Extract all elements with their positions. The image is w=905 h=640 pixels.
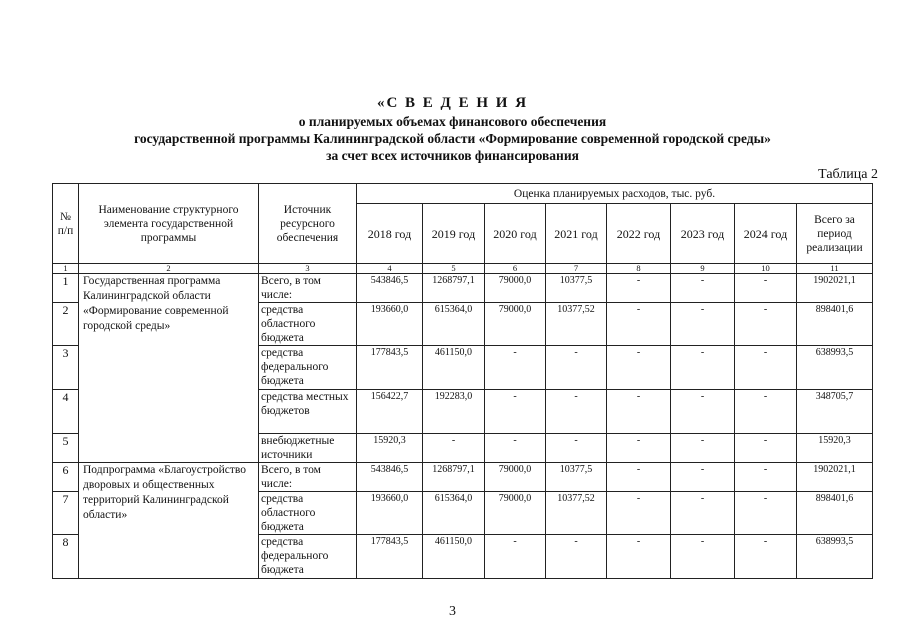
value-cell: - bbox=[423, 434, 485, 463]
value-cell: 1268797,1 bbox=[423, 463, 485, 492]
table-row bbox=[53, 274, 873, 303]
header-total: Всего за период реализации bbox=[797, 204, 873, 264]
total-cell: 1902021,1 bbox=[797, 463, 873, 492]
value-cell: - bbox=[546, 434, 607, 463]
value-cell: - bbox=[735, 346, 797, 390]
funding-source: средства федерального бюджета bbox=[259, 535, 357, 579]
total-cell: 1902021,1 bbox=[797, 274, 873, 303]
value-cell: - bbox=[485, 434, 546, 463]
element-name: Государственная программа Калининградской области «Формирование современной городской среды» bbox=[79, 274, 259, 463]
value-cell: - bbox=[671, 346, 735, 390]
column-number: 11 bbox=[797, 264, 873, 274]
value-cell: 1268797,1 bbox=[423, 274, 485, 303]
value-cell: - bbox=[671, 303, 735, 346]
value-cell: - bbox=[671, 434, 735, 463]
value-cell: - bbox=[485, 346, 546, 390]
value-cell: - bbox=[671, 492, 735, 535]
funding-source: средства областного бюджета bbox=[259, 303, 357, 346]
value-cell: 543846,5 bbox=[357, 274, 423, 303]
table-row bbox=[53, 463, 873, 492]
total-cell: 898401,6 bbox=[797, 303, 873, 346]
table-label: Таблица 2 bbox=[818, 167, 878, 182]
total-cell: 348705,7 bbox=[797, 390, 873, 434]
value-cell: - bbox=[735, 274, 797, 303]
row-number: 5 bbox=[53, 434, 79, 463]
funding-source: средства федерального бюджета bbox=[259, 346, 357, 390]
row-number: 8 bbox=[53, 535, 79, 579]
header-year: 2018 год bbox=[357, 204, 423, 264]
value-cell: - bbox=[546, 535, 607, 579]
funding-source: внебюджетные источники bbox=[259, 434, 357, 463]
element-name: Подпрограмма «Благоустройство дворовых и общественных территорий Калининградской области» bbox=[79, 463, 259, 579]
value-cell: - bbox=[485, 535, 546, 579]
value-cell: 543846,5 bbox=[357, 463, 423, 492]
value-cell: 79000,0 bbox=[485, 274, 546, 303]
value-cell: - bbox=[735, 535, 797, 579]
column-number: 7 bbox=[546, 264, 607, 274]
funding-source: средства областного бюджета bbox=[259, 492, 357, 535]
value-cell: 615364,0 bbox=[423, 303, 485, 346]
row-number: 6 bbox=[53, 463, 79, 492]
column-number: 10 bbox=[735, 264, 797, 274]
value-cell: 177843,5 bbox=[357, 346, 423, 390]
document-subtitle-line-2: государственной программы Калининградской области «Формирование современной городской среды» bbox=[134, 131, 771, 146]
value-cell: 615364,0 bbox=[423, 492, 485, 535]
header-year: 2022 год bbox=[607, 204, 671, 264]
value-cell: - bbox=[671, 390, 735, 434]
column-number: 6 bbox=[485, 264, 546, 274]
value-cell: 79000,0 bbox=[485, 492, 546, 535]
value-cell: 79000,0 bbox=[485, 303, 546, 346]
header-year: 2020 год bbox=[485, 204, 546, 264]
value-cell: - bbox=[607, 274, 671, 303]
total-cell: 638993,5 bbox=[797, 535, 873, 579]
header-year: 2024 год bbox=[735, 204, 797, 264]
value-cell: - bbox=[735, 303, 797, 346]
funding-source: средства местных бюджетов bbox=[259, 390, 357, 434]
value-cell: 10377,52 bbox=[546, 492, 607, 535]
header-year: 2019 год bbox=[423, 204, 485, 264]
column-number: 9 bbox=[671, 264, 735, 274]
header-name: Наименование структурного элемента государственной программы bbox=[79, 184, 259, 264]
column-number: 1 bbox=[53, 264, 79, 274]
column-number: 2 bbox=[79, 264, 259, 274]
document-subtitle-line-1: о планируемых объемах финансового обеспечения bbox=[298, 114, 607, 129]
funding-table bbox=[52, 183, 873, 579]
page-number: 3 bbox=[449, 604, 456, 619]
total-cell: 15920,3 bbox=[797, 434, 873, 463]
column-number: 4 bbox=[357, 264, 423, 274]
value-cell: 461150,0 bbox=[423, 535, 485, 579]
row-number: 2 bbox=[53, 303, 79, 346]
row-number: 4 bbox=[53, 390, 79, 434]
column-number: 5 bbox=[423, 264, 485, 274]
value-cell: 461150,0 bbox=[423, 346, 485, 390]
value-cell: 192283,0 bbox=[423, 390, 485, 434]
value-cell: 10377,5 bbox=[546, 274, 607, 303]
value-cell: 10377,52 bbox=[546, 303, 607, 346]
document-title: «С В Е Д Е Н И Я bbox=[376, 95, 529, 111]
value-cell: 15920,3 bbox=[357, 434, 423, 463]
table-header bbox=[53, 184, 873, 274]
value-cell: - bbox=[546, 346, 607, 390]
value-cell: - bbox=[607, 535, 671, 579]
value-cell: 193660,0 bbox=[357, 492, 423, 535]
value-cell: 177843,5 bbox=[357, 535, 423, 579]
header-year: 2023 год bbox=[671, 204, 735, 264]
table-body bbox=[53, 274, 873, 579]
value-cell: - bbox=[735, 390, 797, 434]
column-number: 3 bbox=[259, 264, 357, 274]
value-cell: - bbox=[735, 492, 797, 535]
value-cell: - bbox=[735, 463, 797, 492]
funding-source: Всего, в том числе: bbox=[259, 463, 357, 492]
header-year: 2021 год bbox=[546, 204, 607, 264]
column-number: 8 bbox=[607, 264, 671, 274]
row-number: 7 bbox=[53, 492, 79, 535]
value-cell: - bbox=[607, 303, 671, 346]
value-cell: - bbox=[546, 390, 607, 434]
value-cell: - bbox=[607, 346, 671, 390]
value-cell: - bbox=[735, 434, 797, 463]
value-cell: - bbox=[671, 535, 735, 579]
value-cell: - bbox=[607, 390, 671, 434]
funding-source: Всего, в том числе: bbox=[259, 274, 357, 303]
value-cell: - bbox=[607, 434, 671, 463]
value-cell: 10377,5 bbox=[546, 463, 607, 492]
value-cell: - bbox=[671, 274, 735, 303]
value-cell: 79000,0 bbox=[485, 463, 546, 492]
total-cell: 638993,5 bbox=[797, 346, 873, 390]
document-subtitle-line-3: за счет всех источников финансирования bbox=[326, 148, 579, 163]
value-cell: - bbox=[607, 463, 671, 492]
total-cell: 898401,6 bbox=[797, 492, 873, 535]
value-cell: - bbox=[671, 463, 735, 492]
column-number-row bbox=[53, 264, 873, 274]
value-cell: 193660,0 bbox=[357, 303, 423, 346]
header-estimate: Оценка планируемых расходов, тыс. руб. bbox=[357, 184, 873, 204]
row-number: 1 bbox=[53, 274, 79, 303]
header-source: Источник ресурсного обеспечения bbox=[259, 184, 357, 264]
header-num: № п/п bbox=[53, 184, 79, 264]
row-number: 3 bbox=[53, 346, 79, 390]
value-cell: - bbox=[485, 390, 546, 434]
value-cell: - bbox=[607, 492, 671, 535]
value-cell: 156422,7 bbox=[357, 390, 423, 434]
